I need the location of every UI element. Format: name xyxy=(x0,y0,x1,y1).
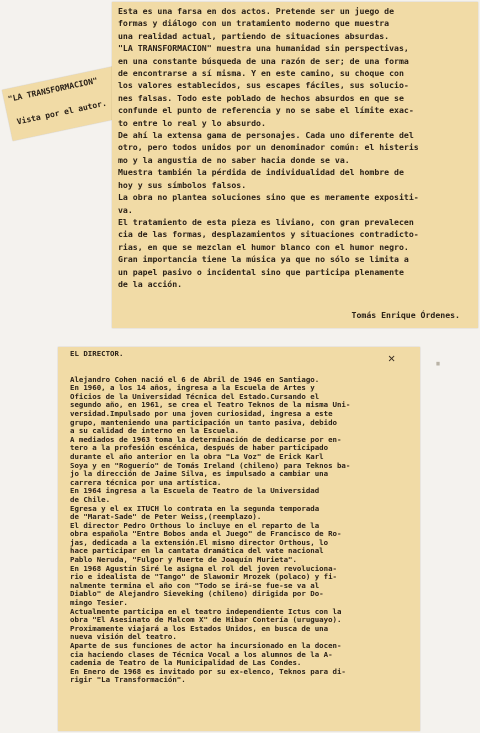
director-bio-line: En 1968 Agustín Siré le asigna el rol del joven revoluciona- xyxy=(70,564,337,573)
director-bio-line: tero a la profesión escénica, después de haber participado xyxy=(70,444,329,453)
director-bio-line: mingo Tesier. xyxy=(70,599,128,608)
director-bio-line: cia haciendo clases de Técnica Vocal a los alumnos de la A- xyxy=(70,650,333,659)
director-bio-line: versidad.Impulsado por una joven curiosidad, ingresa a este xyxy=(70,409,333,418)
author-note-line: "LA TRANSFORMACION" muestra una humanidad sin perspectivas, xyxy=(118,43,409,54)
author-note-line: de encontrarse a sí misma. Y en este camino, su choque con xyxy=(118,68,404,79)
director-bio-line: Actualmente participa en el teatro independiente Ictus con la xyxy=(70,607,342,616)
director-bio-line: Aparte de sus funciones de actor ha incursionado en la docen- xyxy=(70,642,342,650)
author-note-line: Gran importancia tiene la música ya que no sólo se limita a xyxy=(118,254,409,265)
author-note-line: Muestra también la pérdida de individualidad del hombre de xyxy=(118,167,404,178)
director-bio-line: rio e idealista de "Tango" de Slawomir Mrozek (polaco) y fi- xyxy=(70,573,337,582)
director-bio-line: jas, dedicada a la extensión.El mismo director Orthous, lo xyxy=(70,538,329,547)
author-note-line: otro, pero todos unidos por un denominador común: el histeris xyxy=(118,142,419,153)
author-note-line: confunde el punto de referencia y no se sabe el límite exac- xyxy=(118,105,414,116)
director-bio-text xyxy=(70,350,412,685)
slip-subtitle: Vista por el autor. xyxy=(16,98,108,127)
director-bio-line: carrera técnica por una artística. xyxy=(70,478,222,487)
director-bio-line: A mediados de 1963 toma la determinación de dedicarse por en- xyxy=(70,435,342,444)
director-bio-line: nalmente termina el año con "Todo se irá-se fue-se va al xyxy=(70,581,320,590)
director-bio-line: En 1964 ingresa a la Escuela de Teatro de la Universidad xyxy=(70,487,320,496)
author-note-line: to entre lo real y lo absurdo. xyxy=(118,117,266,128)
director-bio-line: nueva visión del teatro. xyxy=(70,633,177,642)
director-bio-lines xyxy=(70,376,412,685)
director-bio-line: grupo, manteniendo una participación un tanto pasiva, debido xyxy=(70,418,337,427)
director-bio-line: Soya y en "Roguerío" de Tomás Ireland (chileno) para Teknos ba- xyxy=(70,461,351,470)
author-note-line: formas y diálogo con un tratamiento moderno que muestra xyxy=(118,18,390,29)
director-bio-line: hace participar en la cantata dramática del vate nacional xyxy=(70,547,324,556)
director-bio-line: a su calidad de interno en la Escuela. xyxy=(70,427,240,436)
author-note-line: de la acción. xyxy=(118,278,183,289)
director-bio-line: durante el año anterior en la obra "La Voz" de Erick Karl xyxy=(70,452,324,461)
author-note-line: va. xyxy=(118,204,133,215)
author-note-line: un papel pasivo o incidental sino que participa plenamente xyxy=(118,266,404,277)
director-bio-line: Oficios de la Universidad Técnica del Estado.Cursando el xyxy=(70,392,320,401)
author-note-line: en una constante búsqueda de una razón de ser; de una forma xyxy=(118,55,409,66)
director-bio-line: Egresa y el ex ITUCH lo contrata en la segunda temporada xyxy=(70,504,320,513)
director-bio-line: segundo año, en 1961, se crea el Teatro Teknos de la misma Uni- xyxy=(70,401,351,410)
director-heading: EL DIRECTOR. xyxy=(70,350,124,358)
author-note-line: mo y la angustia de no saber hacia donde se va. xyxy=(118,154,350,165)
author-note-text xyxy=(118,5,474,290)
pen-mark: ✕ xyxy=(388,351,396,365)
author-note-line: De ahí la extensa gama de personajes. Cada uno diferente del xyxy=(118,130,414,141)
author-note-line: los valores establecidos, sus escapes fáciles, sus solucio- xyxy=(118,80,409,91)
author-note-line: cia de las formas, desplazamientos y situaciones contradicto- xyxy=(118,229,419,240)
author-note-line: Esta es una farsa en dos actos. Pretende ser un juego de xyxy=(118,6,395,16)
author-signature: Tomás Enrique Órdenes. xyxy=(351,310,460,320)
director-bio-card xyxy=(58,347,420,731)
director-bio-line: Diablo" de Alejandro Sieveking (chileno) dirigida por Do- xyxy=(70,590,324,599)
director-bio-line: Alejandro Cohen nació el 6 de Abril de 1946 en Santiago. xyxy=(70,375,320,384)
author-note-line: hoy y sus símbolos falsos. xyxy=(118,179,247,190)
slip-title: "LA TRANSFORMACION" xyxy=(7,76,99,104)
director-bio-line: Proximamente viajará a los Estados Unidos, en busca de una xyxy=(70,624,329,633)
director-bio-line: Pablo Neruda, "Fulgor y Muerte de Joaquín Murieta". xyxy=(70,556,297,565)
director-bio-line: En Enero de 1968 es invitado por su ex-elenco, Teknos para di- xyxy=(70,667,346,676)
director-bio-line: jo la dirección de Jaime Silva, es impulsado a cambiar una xyxy=(70,470,329,479)
director-bio-line: cademia de Teatro de la Municipalidad de Las Condes. xyxy=(70,659,302,668)
director-bio-line: En 1960, a los 14 años, ingresa a la Escuela de Artes y xyxy=(70,384,315,393)
director-bio-line: obra española "Entre Bobos anda el Juego" de Francisco de Ro- xyxy=(70,530,342,539)
author-note-line: una realidad actual, partiendo de situaciones absurdas. xyxy=(118,30,390,41)
director-bio-line: rigir "La Transformación". xyxy=(70,676,186,685)
author-note-line: nes falsas. Todo este poblado de hechos absurdos en que se xyxy=(118,92,404,103)
author-note-line: La obra no plantea soluciones sino que es meramente expositi- xyxy=(118,192,419,203)
director-bio-line: El director Pedro Orthous lo incluye en el reparto de la xyxy=(70,521,320,530)
director-bio-line: de "Marat-Sade" de Peter Weiss,(reemplazo). xyxy=(70,513,262,522)
title-slip xyxy=(2,66,125,141)
author-note-card xyxy=(112,2,478,328)
edge-mark: · xyxy=(432,352,445,376)
director-bio-line: obra "El Asesinato de Malcom X" de Hibar Contería (uruguayo). xyxy=(70,616,342,625)
author-note-line: El tratamiento de esta pieza es liviano, con gran prevalecen xyxy=(118,216,414,227)
director-bio-line: de Chile. xyxy=(70,495,111,504)
author-note-line: rias, en que se mezclan el humor blanco con el humor negro. xyxy=(118,241,409,252)
